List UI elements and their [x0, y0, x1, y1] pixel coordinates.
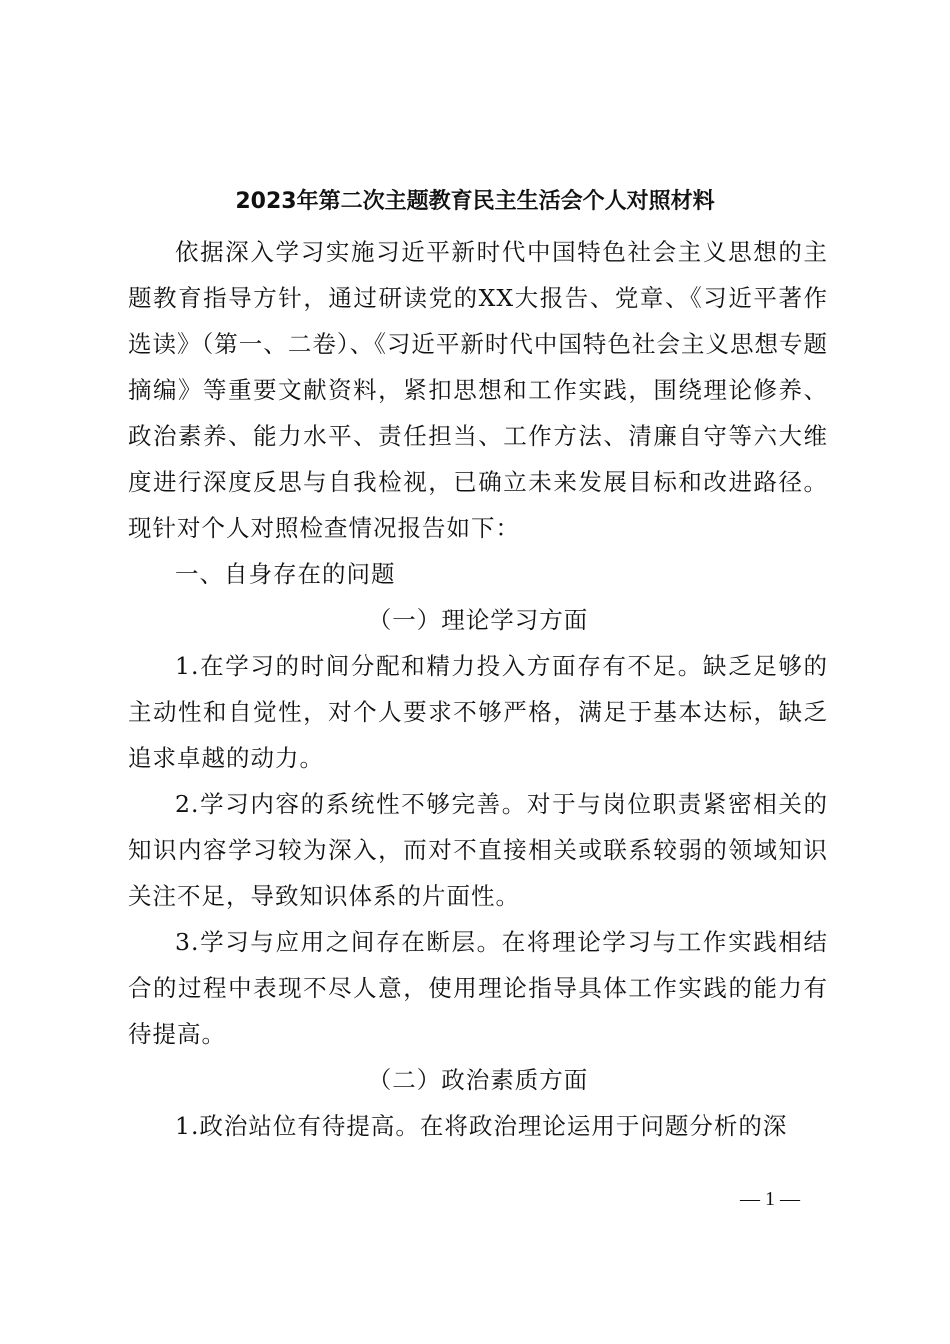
politics-item-1: 1.政治站位有待提高。在将政治理论运用于问题分析的深: [175, 1112, 788, 1140]
subsection-heading-theory: （一）理论学习方面: [367, 606, 589, 634]
intro-paragraph: [128, 229, 828, 551]
theory-item-1: 1.在学习的时间分配和精力投入方面存有不足。缺乏足够的主动性和自觉性，对个人要求不够严格，满足于基本达标，缺乏追求卓越的动力。: [128, 652, 828, 772]
intro-part-1: 依据深入学习实施习近平新时代中国特色社会主义思想的主题教育指导方针，通过研读党的XX大报告、党章、《习近平著作选读》（第: [128, 238, 828, 358]
document-body: [128, 229, 828, 1149]
page-number: — 1 —: [740, 1188, 800, 1210]
document-title: 2023年第二次主题教育民主生活会个人对照材料: [235, 189, 715, 214]
theory-item-2: 2.学习内容的系统性不够完善。对于与岗位职责紧密相关的知识内容学习较为深入，而对不直接相关或联系较弱的领域知识关注不足，导致知识体系的片面性。: [128, 790, 828, 910]
subsection-heading-politics: （二）政治素质方面: [367, 1066, 589, 1094]
theory-item-3: 3.学习与应用之间存在断层。在将理论学习与工作实践相结合的过程中表现不尽人意，使用理论指导具体工作实践的能力有待提高。: [128, 928, 828, 1048]
intro-part-3: 现针对个人对照检查情况报告如下：: [128, 514, 520, 542]
intro-part-2: 一、二卷）、《习近平新时代中国特色社会主义思想专题摘编》等重要文献资料，紧扣思想和工作实践，围绕理论修养、政治素养、能力水平、责任担当、工作方法、清廉自守等六大维度进行深度反思与自我检视，已确立未来发展目标和改进路径。: [128, 330, 829, 496]
section-heading-problems: 一、自身存在的问题: [175, 560, 396, 588]
